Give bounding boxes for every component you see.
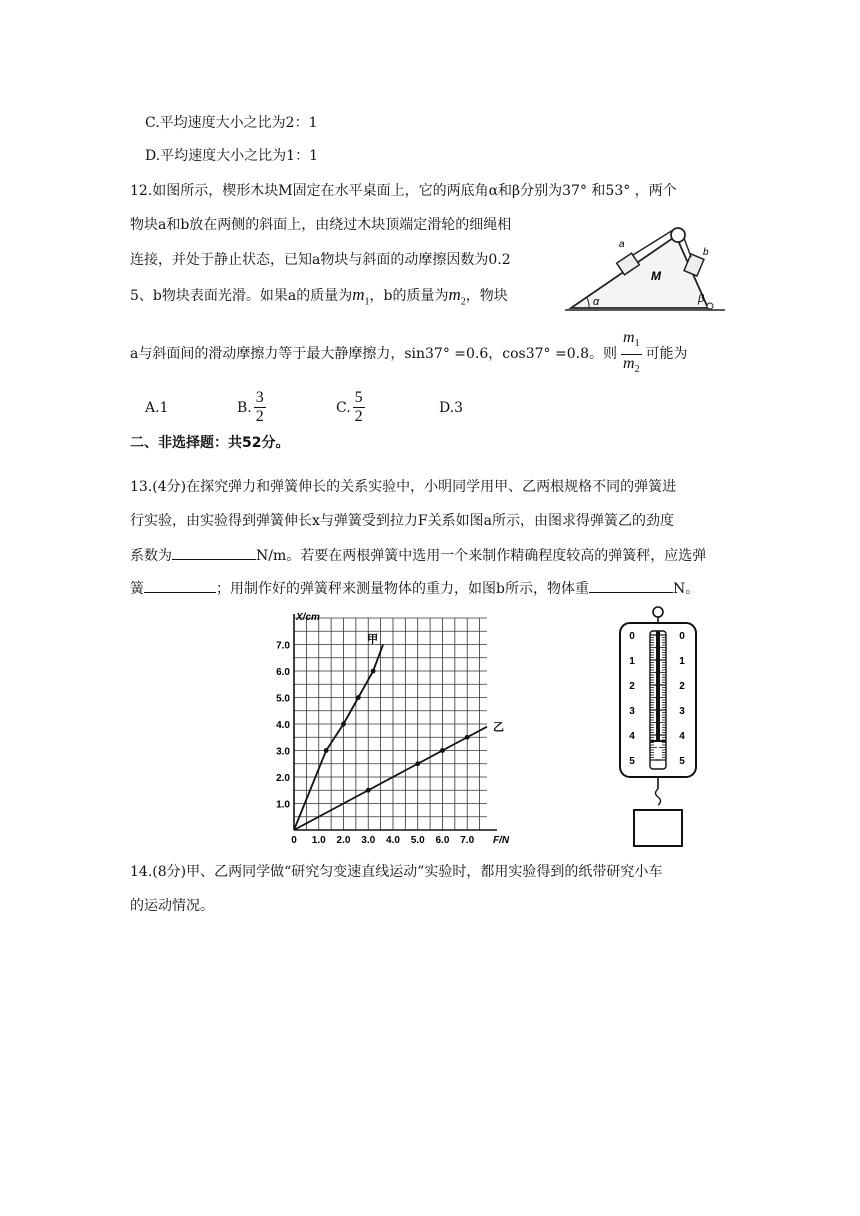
x-tick-label: 1.0 — [311, 835, 326, 846]
spring-chart — [262, 608, 532, 848]
answer-blank-stiffness[interactable] — [172, 545, 256, 560]
bottom-hook — [656, 789, 661, 805]
data-point — [440, 748, 445, 753]
series-label: 甲 — [367, 633, 379, 646]
wedge-m-label: M — [651, 269, 661, 283]
m2-symbol: $m_2$ — [448, 285, 466, 308]
y-tick-label: 4.0 — [276, 720, 290, 731]
q12-option-a: A.1 — [145, 400, 169, 416]
left-scale-number: 2 — [629, 681, 635, 692]
right-scale-number: 5 — [679, 756, 685, 767]
q12-line-4-b: ，b的质量为 — [369, 288, 449, 304]
beta-label: β — [698, 293, 705, 305]
data-point — [356, 695, 361, 700]
section-heading: 二、非选择题：共52分。 — [130, 435, 290, 451]
right-scale-number: 2 — [679, 681, 685, 692]
q12-option-c: C. $\frac{5}{2}$ — [336, 389, 363, 425]
data-point — [415, 761, 420, 766]
q13-line-1: 13.(4分)在探究弹力和弹簧伸长的关系实验中，小明同学用甲、乙两根规格不同的弹簧进 — [130, 479, 677, 495]
block-b-label: b — [703, 247, 709, 258]
data-point — [366, 788, 371, 793]
x-axis-label: F/N — [493, 835, 510, 846]
y-tick-label: 7.0 — [276, 640, 290, 652]
spring-scale — [620, 607, 696, 846]
x-tick-label: 5.0 — [410, 835, 425, 846]
x-tick-label: 2.0 — [336, 835, 351, 846]
q12-line-2: 物块a和b放在两侧的斜面上，由绕过木块顶端定滑轮的细绳相 — [130, 217, 512, 233]
data-point — [465, 735, 470, 740]
series-label: 乙 — [493, 721, 504, 734]
x-tick-label: 7.0 — [460, 835, 475, 846]
left-scale-number: 3 — [629, 706, 635, 717]
pointer-rod — [656, 631, 660, 741]
y-tick-label: 1.0 — [276, 799, 290, 811]
q11-option-c: C.平均速度大小之比为2：1 — [145, 115, 318, 131]
x-tick-label: 6.0 — [435, 835, 450, 846]
chart-axes — [294, 614, 497, 830]
y-tick-label: 3.0 — [276, 746, 290, 758]
answer-blank-weight[interactable] — [589, 578, 673, 593]
x-tick-label: 0 — [291, 835, 297, 846]
q14-line-2: 的运动情况。 — [130, 898, 214, 914]
left-scale-number: 1 — [629, 656, 635, 667]
q12-option-d: D.3 — [439, 400, 464, 416]
y-axis-label: X/cm — [296, 612, 320, 623]
weight-block — [634, 810, 682, 846]
q12-line-5-end: 可能为 — [645, 346, 688, 362]
spring-scale-figure — [612, 605, 704, 851]
right-scale-number: 4 — [679, 731, 685, 742]
left-scale-number: 0 — [629, 631, 635, 642]
q13-line-4: 簧 ；用制作好的弹簧秤来测量物体的重力，如图b所示，物体重 N。 — [130, 578, 699, 599]
m1-symbol: $m_1$ — [352, 285, 370, 308]
alpha-label: α — [593, 296, 600, 308]
q12-line-4 — [130, 285, 508, 312]
q12-line-3: 连接，并处于静止状态，已知a物块与斜面的动摩擦因数为0.2 — [130, 252, 511, 268]
y-tick-label: 6.0 — [276, 667, 290, 678]
block-a-label: a — [619, 239, 625, 250]
wedge-figure — [563, 218, 727, 314]
series-line — [294, 727, 487, 830]
q14-line-1: 14.(8分)甲、乙两同学做“研究匀变速直线运动”实验时，都用实验得到的纸带研究小车 — [130, 864, 663, 880]
y-tick-label: 5.0 — [276, 693, 290, 705]
q12-option-b: B. $\frac{3}{2}$ — [237, 389, 264, 425]
y-tick-label: 2.0 — [276, 773, 290, 784]
x-tick-label: 3.0 — [361, 835, 376, 846]
q12-line-4-c: ，物块 — [465, 288, 508, 304]
q13-line-2: 行实验，由实验得到弹簧伸长x与弹簧受到拉力F关系如图a所示，由图求得弹簧乙的劲度 — [130, 513, 674, 529]
q12-line-5-text: a与斜面间的滑动摩擦力等于最大静摩擦力，sin37° =0.6，cos37° =0.8。则 — [130, 346, 617, 362]
q12-line-1: 12.如图所示，楔形木块M固定在水平桌面上，它的两底角α和β分别为37° 和53° ，两个 — [130, 183, 677, 199]
q13-line-3: 系数为 N/m。若要在两根弹簧中选用一个来制作精确程度较高的弹簧秤，应选弹 — [130, 545, 706, 566]
left-scale-number: 5 — [629, 756, 635, 767]
x-tick-label: 4.0 — [386, 835, 400, 846]
mass-ratio-fraction: $\frac{m_1}{m_2}$ — [623, 329, 640, 375]
data-point — [371, 669, 376, 674]
data-point — [341, 722, 346, 727]
right-scale-number: 3 — [679, 706, 685, 717]
q11-option-d: D.平均速度大小之比为1：1 — [145, 148, 318, 164]
right-scale-number: 1 — [679, 656, 685, 667]
q12-line-5 — [130, 329, 688, 375]
answer-blank-spring[interactable] — [144, 578, 216, 593]
chart-grid — [294, 618, 487, 830]
right-scale-number: 0 — [679, 631, 685, 642]
hook-ring — [653, 607, 663, 617]
data-point — [324, 748, 329, 753]
q12-line-4-a: 5、b物块表面光滑。如果a的质量为 — [130, 288, 353, 304]
left-scale-number: 4 — [629, 731, 635, 742]
